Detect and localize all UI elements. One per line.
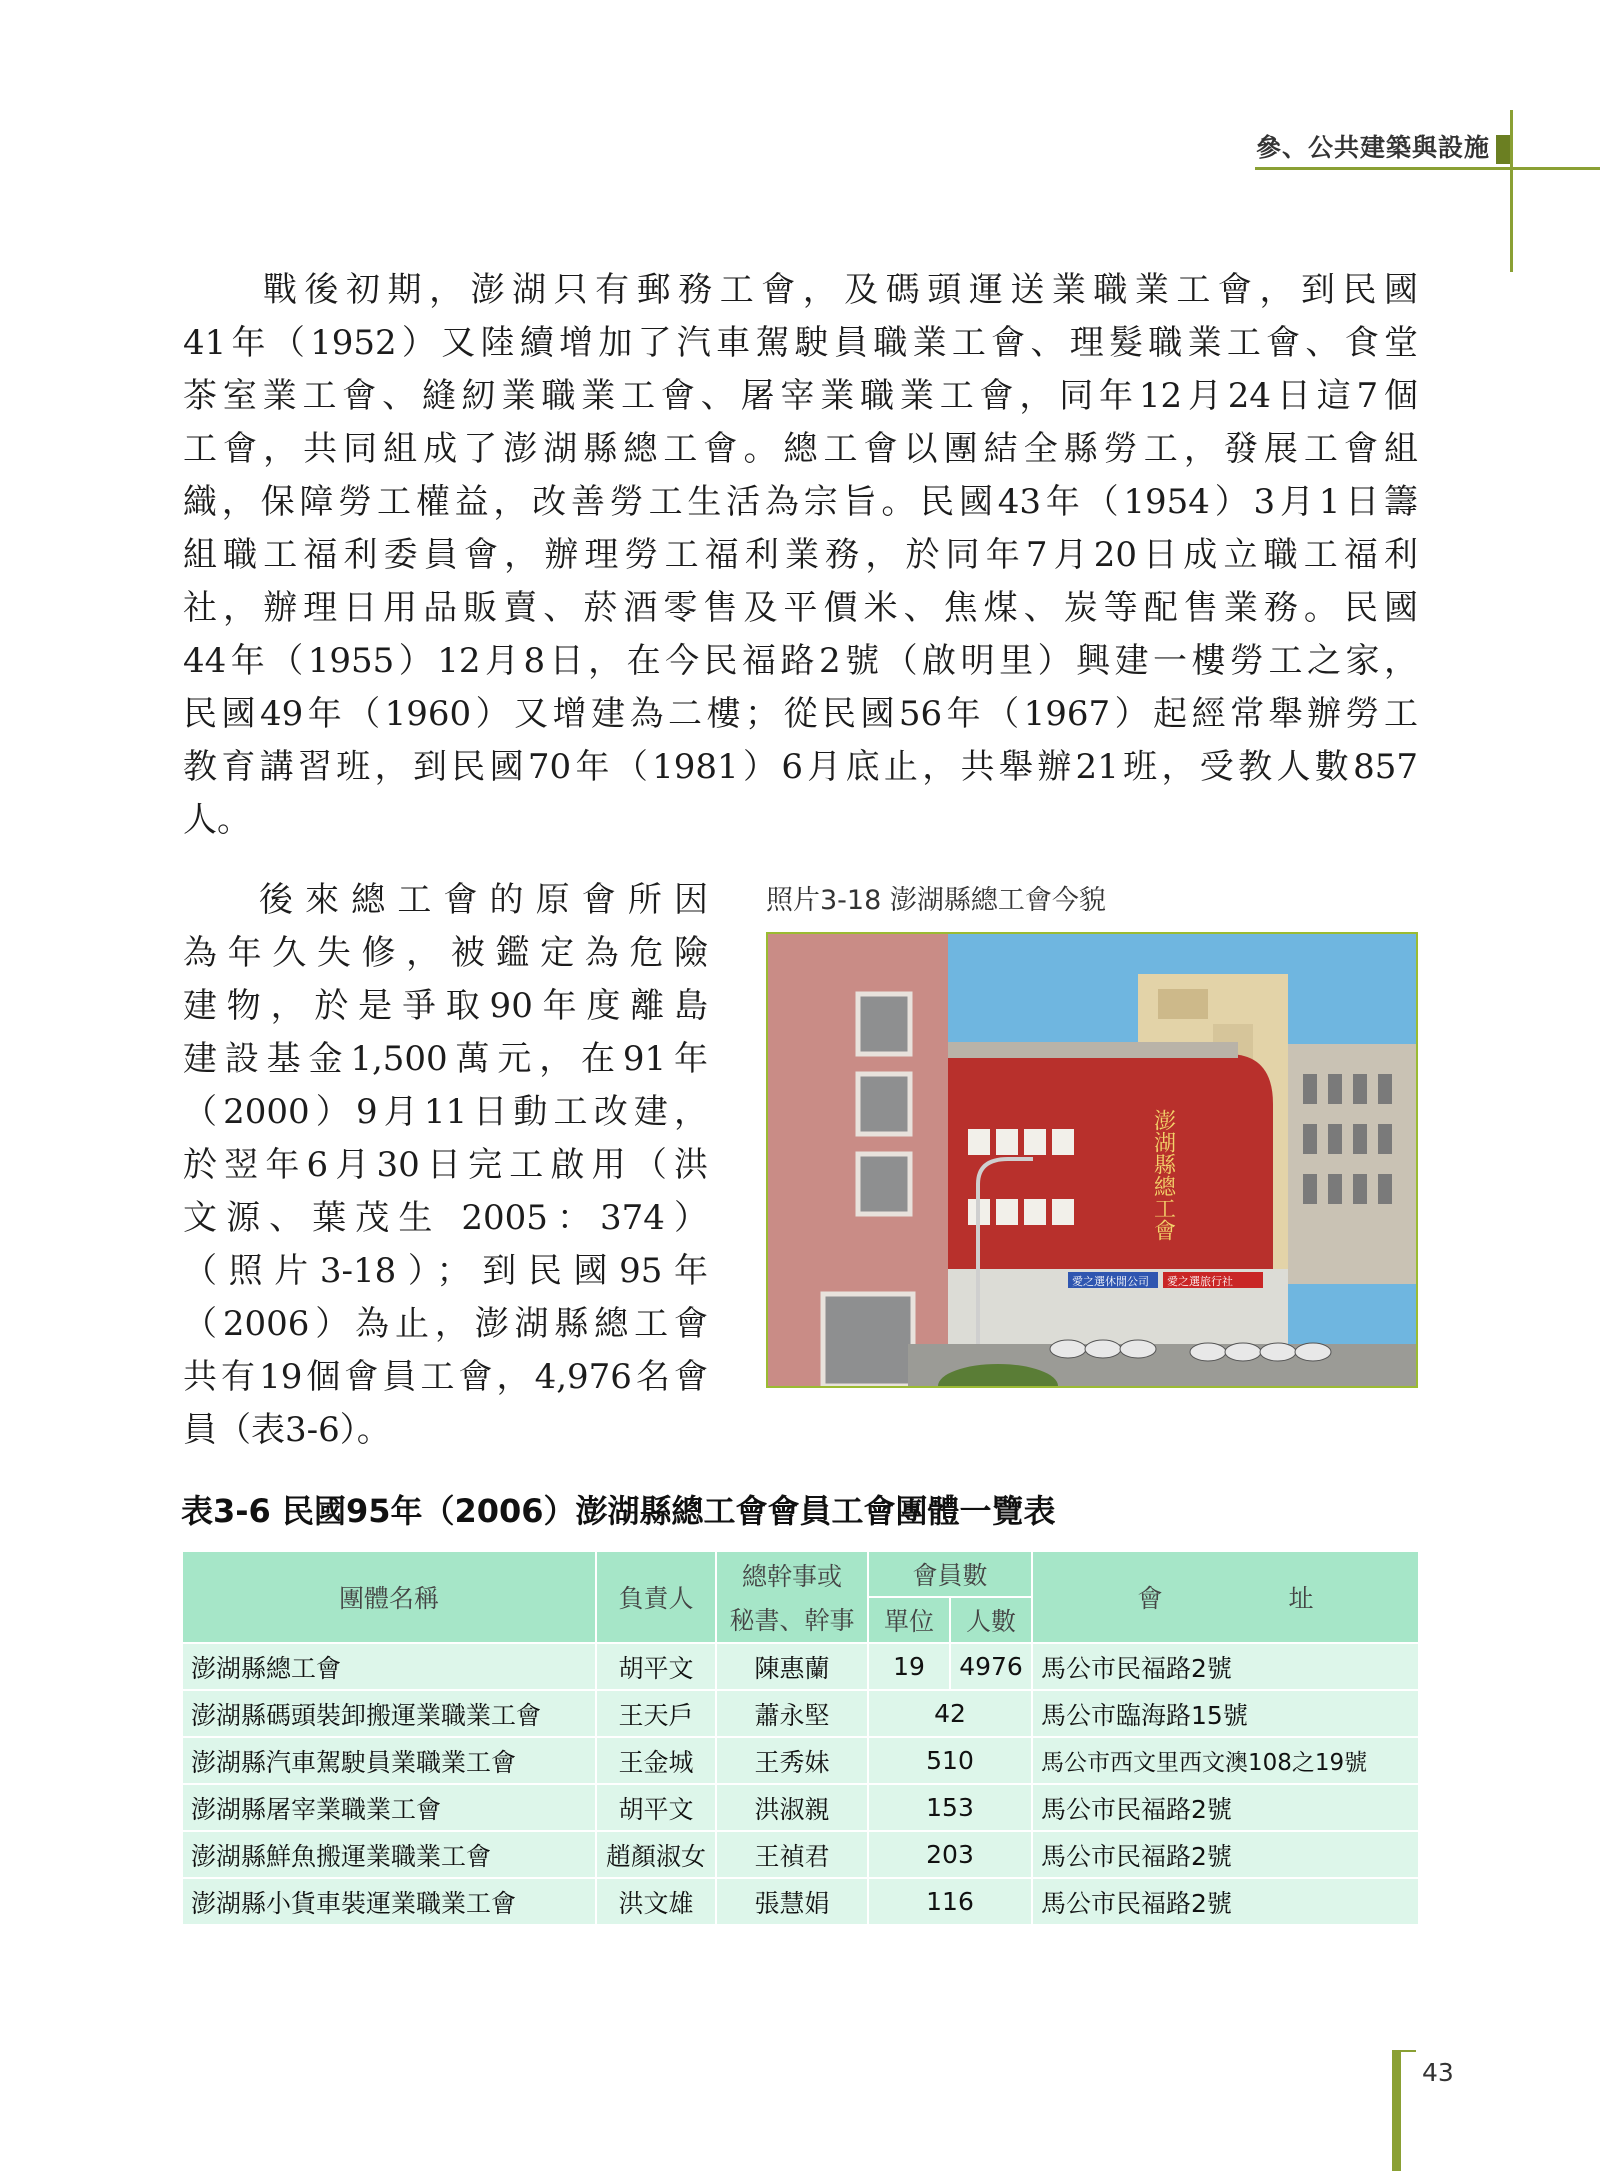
cell-members: 116: [868, 1878, 1032, 1925]
paragraph-line: 織，保障勞工權益，改善勞工生活為宗旨。民國43年（1954）3月1日籌: [183, 482, 1418, 522]
cell-address: 馬公市民福路2號: [1032, 1643, 1419, 1690]
paragraph-line: 文源、葉茂生 2005：374）: [183, 1198, 708, 1238]
cell-leader: 王金城: [596, 1737, 716, 1784]
cell-secretary: 蕭永堅: [716, 1690, 868, 1737]
cell-name: 澎湖縣屠宰業職業工會: [182, 1784, 596, 1831]
cell-address: 馬公市西文里西文澳108之19號: [1032, 1737, 1419, 1784]
paragraph-line: 戰後初期，澎湖只有郵務工會，及碼頭運送業職業工會，到民國: [263, 270, 1418, 310]
header-members: 會員數: [868, 1551, 1032, 1597]
member-unions-table: [181, 1550, 1420, 1926]
cell-name: 澎湖縣小貨車裝運業職業工會: [182, 1878, 596, 1925]
section-header: 參、公共建築與設施: [1255, 133, 1490, 162]
page-number: 43: [1422, 2058, 1454, 2087]
cell-secretary: 王秀妹: [716, 1737, 868, 1784]
header-leader: 負責人: [596, 1551, 716, 1643]
table-title: 表3-6 民國95年（2006）澎湖縣總工會會員工會團體一覽表: [181, 1492, 1056, 1530]
cell-address: 馬公市臨海路15號: [1032, 1690, 1419, 1737]
paragraph-line: （2000）9月11日動工改建，: [183, 1092, 708, 1132]
cell-leader: 胡平文: [596, 1784, 716, 1831]
paragraph-line: 建物，於是爭取90年度離島: [183, 986, 708, 1026]
cell-leader: 趙顏淑女: [596, 1831, 716, 1878]
cell-members: 153: [868, 1784, 1032, 1831]
cell-leader: 胡平文: [596, 1643, 716, 1690]
cell-secretary: 陳惠蘭: [716, 1643, 868, 1690]
header-address: [1032, 1551, 1419, 1643]
paragraph-line: 社，辦理日用品販賣、菸酒零售及平價米、焦煤、炭等配售業務。民國: [183, 588, 1418, 628]
table-row: [182, 1831, 1419, 1878]
table-row: [182, 1690, 1419, 1737]
header-marker: [1496, 135, 1511, 164]
cell-people: 4976: [950, 1643, 1032, 1690]
table-row: [182, 1878, 1419, 1925]
header-secretary-line1: 總幹事或: [741, 1562, 842, 1591]
cell-leader: 洪文雄: [596, 1878, 716, 1925]
cell-leader: 王天戶: [596, 1690, 716, 1737]
body-paragraph-1: [183, 264, 1418, 847]
cell-name: 澎湖縣總工會: [182, 1643, 596, 1690]
cell-units: 19: [868, 1643, 950, 1690]
header-vertical-rule: [1510, 110, 1513, 272]
cell-name: 澎湖縣汽車駕駛員業職業工會: [182, 1737, 596, 1784]
cell-address: 馬公市民福路2號: [1032, 1831, 1419, 1878]
paragraph-line: 建設基金1,500萬元，在91年: [183, 1039, 708, 1079]
cell-address: 馬公市民福路2號: [1032, 1878, 1419, 1925]
table-row: [182, 1784, 1419, 1831]
cell-secretary: 洪淑親: [716, 1784, 868, 1831]
cell-secretary: 張慧娟: [716, 1878, 868, 1925]
building-sign: 澎湖縣總工會: [1150, 1109, 1176, 1241]
cell-address: 馬公市民福路2號: [1032, 1784, 1419, 1831]
header-address-b: 址: [1288, 1584, 1314, 1613]
header-rule: [1255, 167, 1600, 170]
paragraph-line: 於翌年6月30日完工啟用（洪: [183, 1145, 708, 1185]
cell-name: 澎湖縣碼頭裝卸搬運業職業工會: [182, 1690, 596, 1737]
paragraph-line: 民國49年（1960）又增建為二樓；從民國56年（1967）起經常舉辦勞工: [183, 694, 1418, 734]
footer-rule: [1392, 2050, 1416, 2052]
paragraph-line: 共有19個會員工會，4,976名會: [183, 1357, 708, 1397]
header-people: 人數: [950, 1597, 1032, 1643]
header-secretary-line2: 秘書、幹事: [729, 1606, 855, 1635]
paragraph-line: 41年（1952）又陸續增加了汽車駕駛員職業工會、理髮職業工會、食堂: [183, 323, 1418, 363]
header-units: 單位: [868, 1597, 950, 1643]
paragraph-line: 組職工福利委員會，辦理勞工福利業務，於同年7月20日成立職工福利: [183, 535, 1418, 575]
paragraph-line: 教育講習班，到民國70年（1981）6月底止，共舉辦21班，受教人數857: [183, 747, 1418, 787]
cell-secretary: 王禎君: [716, 1831, 868, 1878]
paragraph-line: 員（表3-6）。: [183, 1410, 391, 1450]
paragraph-line: 人。: [183, 800, 251, 840]
paragraph-line: （2006）為止，澎湖縣總工會: [183, 1304, 708, 1344]
header-name: 團體名稱: [182, 1551, 596, 1643]
photo-caption: 照片3-18 澎湖縣總工會今貌: [766, 885, 1106, 916]
photo-union-building: [766, 932, 1418, 1388]
cell-name: 澎湖縣鮮魚搬運業職業工會: [182, 1831, 596, 1878]
paragraph-line: 為年久失修，被鑑定為危險: [183, 933, 708, 973]
cell-members: 42: [868, 1690, 1032, 1737]
header-secretary: [716, 1551, 868, 1643]
table-row: [182, 1737, 1419, 1784]
building-illustration: [768, 934, 1416, 1386]
paragraph-line: 44年（1955）12月8日，在今民福路2號（啟明里）興建一樓勞工之家，: [183, 641, 1418, 681]
body-paragraph-2: [183, 874, 708, 1457]
shop-sign-1: 愛之選休閒公司: [1072, 1275, 1149, 1288]
cell-members: 203: [868, 1831, 1032, 1878]
paragraph-line: 茶室業工會、縫紉業職業工會、屠宰業職業工會，同年12月24日這7個: [183, 376, 1418, 416]
cell-members: 510: [868, 1737, 1032, 1784]
paragraph-line: （照片3-18）；到民國95年: [183, 1251, 708, 1291]
paragraph-line: 工會，共同組成了澎湖縣總工會。總工會以團結全縣勞工，發展工會組: [183, 429, 1418, 469]
shop-sign-2: 愛之選旅行社: [1167, 1275, 1233, 1288]
header-address-a: 會: [1137, 1584, 1163, 1613]
paragraph-line: 後來總工會的原會所因: [259, 880, 708, 920]
footer-bar: [1392, 2050, 1401, 2171]
table-row: [182, 1643, 1419, 1690]
